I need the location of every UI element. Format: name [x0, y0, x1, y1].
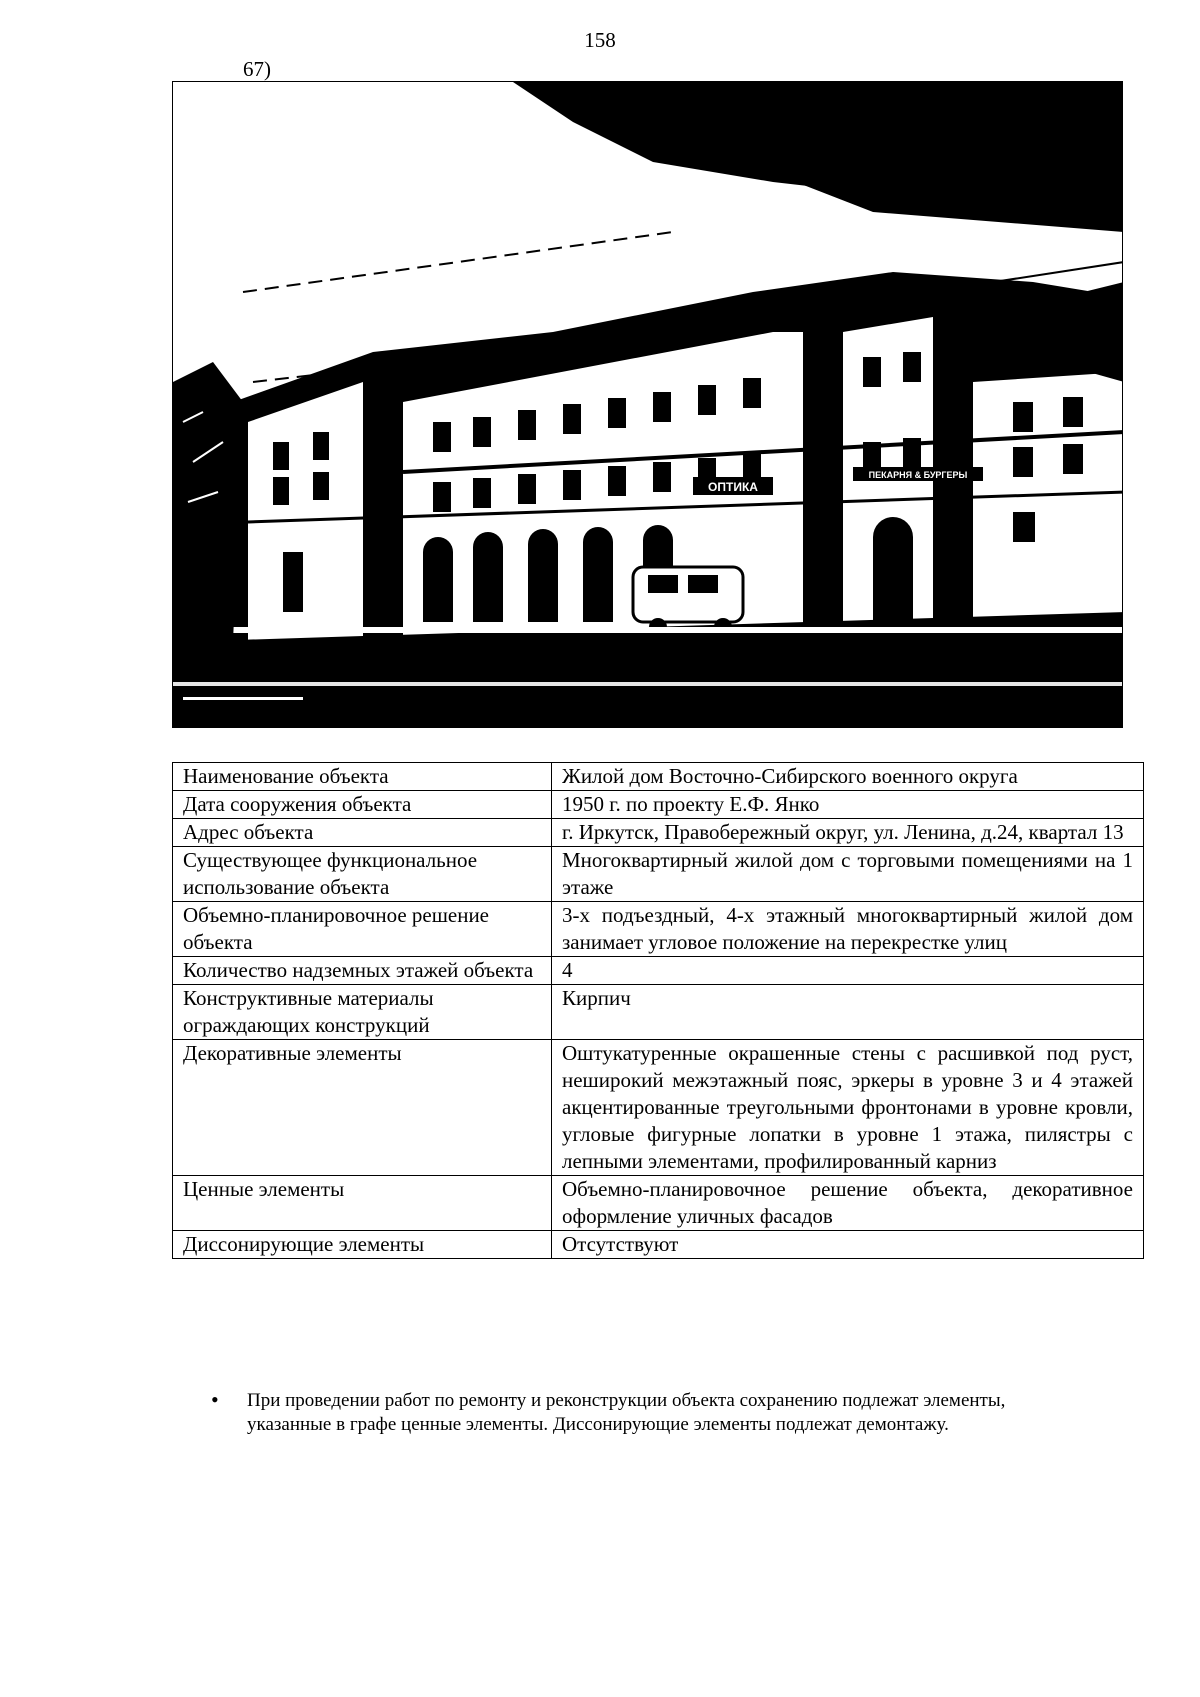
row-value: 4 — [552, 957, 1144, 985]
row-value: Кирпич — [552, 985, 1144, 1040]
table-row — [173, 1231, 1144, 1259]
row-label: Количество надземных этажей объекта — [173, 957, 552, 985]
item-number: 67) — [243, 57, 271, 81]
row-value: Объемно-планировочное решение объекта, декоративное оформление уличных фасадов — [552, 1176, 1144, 1231]
row-label: Наименование объекта — [173, 763, 552, 791]
sign-optika: ОПТИКА — [708, 480, 758, 494]
note-text: При проведении работ по ремонту и реконструкции объекта сохранению подлежат элементы, указанные в графе ценные элементы. Диссонирующие элементы подлежат демонтажу. — [247, 1390, 1006, 1435]
row-value: Многоквартирный жилой дом с торговыми помещениями на 1 этаже — [552, 847, 1144, 902]
row-value: 3-х подъездный, 4-х этажный многоквартирный жилой дом занимает угловое положение на перекрестке улиц — [552, 902, 1144, 957]
table-row — [173, 763, 1144, 791]
row-value: Отсутствуют — [552, 1231, 1144, 1259]
row-label: Ценные элементы — [173, 1176, 552, 1231]
sign-bakery: ПЕКАРНЯ & БУРГЕРЫ — [868, 470, 968, 480]
building-photo — [172, 81, 1123, 728]
row-value: Жилой дом Восточно-Сибирского военного округа — [552, 763, 1144, 791]
row-label: Конструктивные материалы ограждающих конструкций — [173, 985, 552, 1040]
table-row — [173, 985, 1144, 1040]
row-value: Оштукатуренные окрашенные стены с расшивкой под руст, неширокий межэтажный пояс, эркеры в уровне 3 и 4 этажей акцентированные треугольными фронтонами в уровне кровли, угловые фигурные лопатки в уровне 1 этажа, пилястры с лепными элементами, профилированный карниз — [552, 1040, 1144, 1176]
table-row — [173, 957, 1144, 985]
row-label: Декоративные элементы — [173, 1040, 552, 1176]
bullet-icon: • — [211, 1387, 219, 1412]
table-row — [173, 847, 1144, 902]
page-number: 158 — [584, 28, 616, 52]
preservation-note — [211, 1389, 1091, 1437]
table-row — [173, 819, 1144, 847]
building-photo-image — [173, 82, 1123, 728]
table-row — [173, 791, 1144, 819]
row-label: Адрес объекта — [173, 819, 552, 847]
row-label: Диссонирующие элементы — [173, 1231, 552, 1259]
row-value: 1950 г. по проекту Е.Ф. Янко — [552, 791, 1144, 819]
row-label: Объемно-планировочное решение объекта — [173, 902, 552, 957]
row-label: Существующее функциональное использование объекта — [173, 847, 552, 902]
table-row — [173, 1040, 1144, 1176]
table-row — [173, 902, 1144, 957]
row-value: г. Иркутск, Правобережный округ, ул. Ленина, д.24, квартал 13 — [552, 819, 1144, 847]
object-passport-table — [172, 762, 1144, 1259]
row-label: Дата сооружения объекта — [173, 791, 552, 819]
table-row — [173, 1176, 1144, 1231]
